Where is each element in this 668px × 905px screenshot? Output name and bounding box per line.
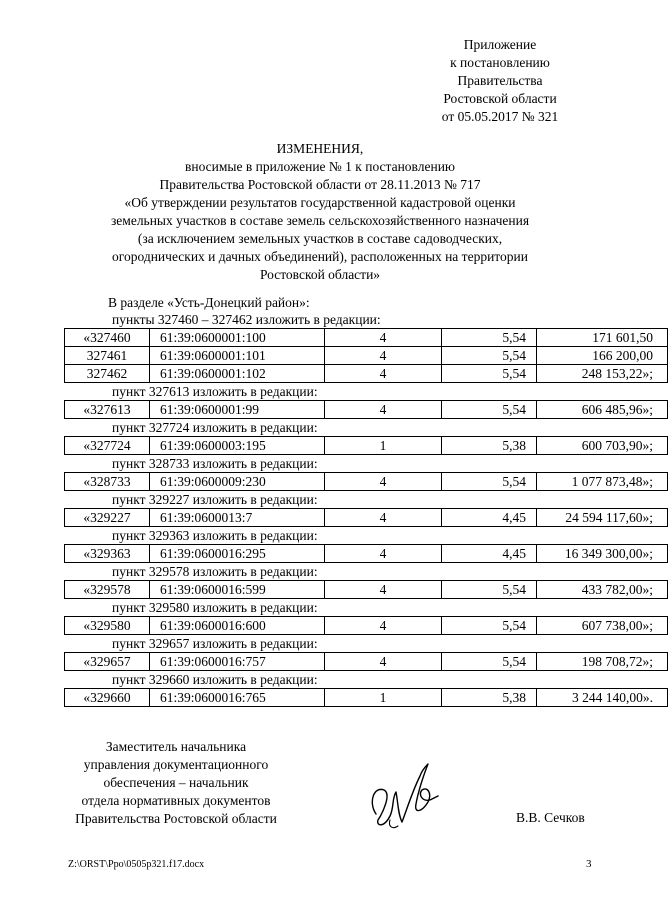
group-cell: 4 (325, 347, 442, 365)
group-cell: 4 (325, 473, 442, 491)
changes-content (64, 311, 653, 707)
item-number-cell: «328733 (65, 473, 150, 491)
signatory-title-line: Заместитель начальника (105, 739, 247, 754)
title-heading: ИЗМЕНЕНИЯ, (276, 141, 364, 156)
group-cell: 1 (325, 437, 442, 455)
value-cell: 5,38 (442, 689, 537, 707)
value-cell: 5,54 (442, 401, 537, 419)
title-line: земельных участков в составе земель сельскохозяйственного назначения (110, 213, 530, 228)
appendix-line: Правительства (457, 73, 543, 88)
cost-cell: 1 077 873,48»; (537, 473, 668, 491)
item-number-cell: «329227 (65, 509, 150, 527)
item-number-cell: «329578 (65, 581, 150, 599)
cadastral-number-cell: 61:39:0600016:295 (150, 545, 325, 563)
changes-table (64, 652, 668, 671)
cost-cell: 171 601,50 (537, 329, 668, 347)
edit-instruction: пункт 329578 изложить в редакции: (112, 564, 318, 579)
value-cell: 4,45 (442, 509, 537, 527)
appendix-line: к постановлению (450, 55, 550, 70)
changes-table (64, 472, 668, 491)
signatory-title (56, 738, 296, 828)
edit-instruction: пункт 327724 изложить в редакции: (112, 420, 318, 435)
signatory-title-line: управления документационного (83, 757, 269, 772)
changes-table (64, 580, 668, 599)
file-path: Z:\ORST\Ppo\0505p321.f17.docx (68, 859, 205, 870)
item-number-cell: 327462 (65, 365, 150, 383)
cost-cell: 606 485,96»; (537, 401, 668, 419)
value-cell: 5,38 (442, 437, 537, 455)
table-row (65, 437, 668, 455)
table-row (65, 689, 668, 707)
cost-cell: 600 703,90»; (537, 437, 668, 455)
table-row (65, 365, 668, 383)
group-cell: 4 (325, 365, 442, 383)
edit-instruction: пункт 329660 изложить в редакции: (112, 672, 318, 687)
changes-table (64, 616, 668, 635)
table-row (65, 347, 668, 365)
item-number-cell: «329657 (65, 653, 150, 671)
handwritten-signature (362, 756, 442, 840)
signatory-title-line: обеспечения – начальник (103, 775, 249, 790)
group-cell: 4 (325, 509, 442, 527)
cost-cell: 16 349 300,00»; (537, 545, 668, 563)
group-cell: 4 (325, 401, 442, 419)
changes-table (64, 508, 668, 527)
changes-table (64, 688, 668, 707)
changes-table (64, 544, 668, 563)
table-row (65, 617, 668, 635)
cadastral-number-cell: 61:39:0600013:7 (150, 509, 325, 527)
value-cell: 4,45 (442, 545, 537, 563)
value-cell: 5,54 (442, 617, 537, 635)
edit-instruction: пункт 328733 изложить в редакции: (112, 456, 318, 471)
appendix-line: от 05.05.2017 № 321 (441, 109, 559, 124)
group-cell: 4 (325, 617, 442, 635)
cost-cell: 198 708,72»; (537, 653, 668, 671)
item-number-cell: «327613 (65, 401, 150, 419)
title-line: Правительства Ростовской области от 28.11.2013 № 717 (159, 177, 481, 192)
group-cell: 4 (325, 653, 442, 671)
document-title (60, 140, 580, 284)
signatory-title-line: Правительства Ростовской области (75, 811, 277, 826)
title-line: вносимые в приложение № 1 к постановлению (184, 159, 456, 174)
edit-instruction: пункт 329580 изложить в редакции: (112, 600, 318, 615)
cadastral-number-cell: 61:39:0600001:99 (150, 401, 325, 419)
cadastral-number-cell: 61:39:0600009:230 (150, 473, 325, 491)
cost-cell: 607 738,00»; (537, 617, 668, 635)
signatory-title-line: отдела нормативных документов (81, 793, 271, 808)
cadastral-number-cell: 61:39:0600016:599 (150, 581, 325, 599)
appendix-line: Приложение (463, 37, 537, 52)
signature-scribble-icon (362, 756, 442, 836)
table-row (65, 401, 668, 419)
item-number-cell: «327460 (65, 329, 150, 347)
cadastral-number-cell: 61:39:0600001:102 (150, 365, 325, 383)
signatory-name: В.В. Сечков (516, 810, 585, 825)
changes-table (64, 328, 668, 383)
cost-cell: 3 244 140,00». (537, 689, 668, 707)
group-cell: 1 (325, 689, 442, 707)
title-line: «Об утверждении результатов государственной кадастровой оценки (124, 195, 516, 210)
table-row (65, 329, 668, 347)
table-row (65, 581, 668, 599)
cadastral-number-cell: 61:39:0600016:765 (150, 689, 325, 707)
cadastral-number-cell: 61:39:0600001:101 (150, 347, 325, 365)
page-number: 3 (586, 858, 592, 870)
cost-cell: 433 782,00»; (537, 581, 668, 599)
edit-instruction: пункты 327460 – 327462 изложить в редакции: (112, 312, 381, 327)
value-cell: 5,54 (442, 347, 537, 365)
cost-cell: 24 594 117,60»; (537, 509, 668, 527)
group-cell: 4 (325, 545, 442, 563)
cadastral-number-cell: 61:39:0600016:600 (150, 617, 325, 635)
changes-table (64, 436, 668, 455)
cadastral-number-cell: 61:39:0600003:195 (150, 437, 325, 455)
item-number-cell: «329660 (65, 689, 150, 707)
cost-cell: 248 153,22»; (537, 365, 668, 383)
appendix-line: Ростовской области (443, 91, 557, 106)
edit-instruction: пункт 329227 изложить в редакции: (112, 492, 318, 507)
value-cell: 5,54 (442, 473, 537, 491)
cadastral-number-cell: 61:39:0600016:757 (150, 653, 325, 671)
edit-instruction: пункт 329363 изложить в редакции: (112, 528, 318, 543)
appendix-header (400, 36, 600, 126)
group-cell: 4 (325, 329, 442, 347)
table-row (65, 473, 668, 491)
value-cell: 5,54 (442, 365, 537, 383)
cost-cell: 166 200,00 (537, 347, 668, 365)
title-line: огороднических и дачных объединений), расположенных на территории (112, 249, 528, 264)
section-intro: В разделе «Усть-Донецкий район»: (108, 295, 310, 310)
table-row (65, 653, 668, 671)
edit-instruction: пункт 329657 изложить в редакции: (112, 636, 318, 651)
value-cell: 5,54 (442, 653, 537, 671)
title-line: (за исключением земельных участков в составе садоводческих, (137, 231, 503, 246)
item-number-cell: «329580 (65, 617, 150, 635)
edit-instruction: пункт 327613 изложить в редакции: (112, 384, 318, 399)
title-line: Ростовской области» (259, 267, 381, 282)
cadastral-number-cell: 61:39:0600001:100 (150, 329, 325, 347)
group-cell: 4 (325, 581, 442, 599)
changes-table (64, 400, 668, 419)
table-row (65, 509, 668, 527)
item-number-cell: «327724 (65, 437, 150, 455)
value-cell: 5,54 (442, 581, 537, 599)
table-row (65, 545, 668, 563)
value-cell: 5,54 (442, 329, 537, 347)
item-number-cell: «329363 (65, 545, 150, 563)
item-number-cell: 327461 (65, 347, 150, 365)
